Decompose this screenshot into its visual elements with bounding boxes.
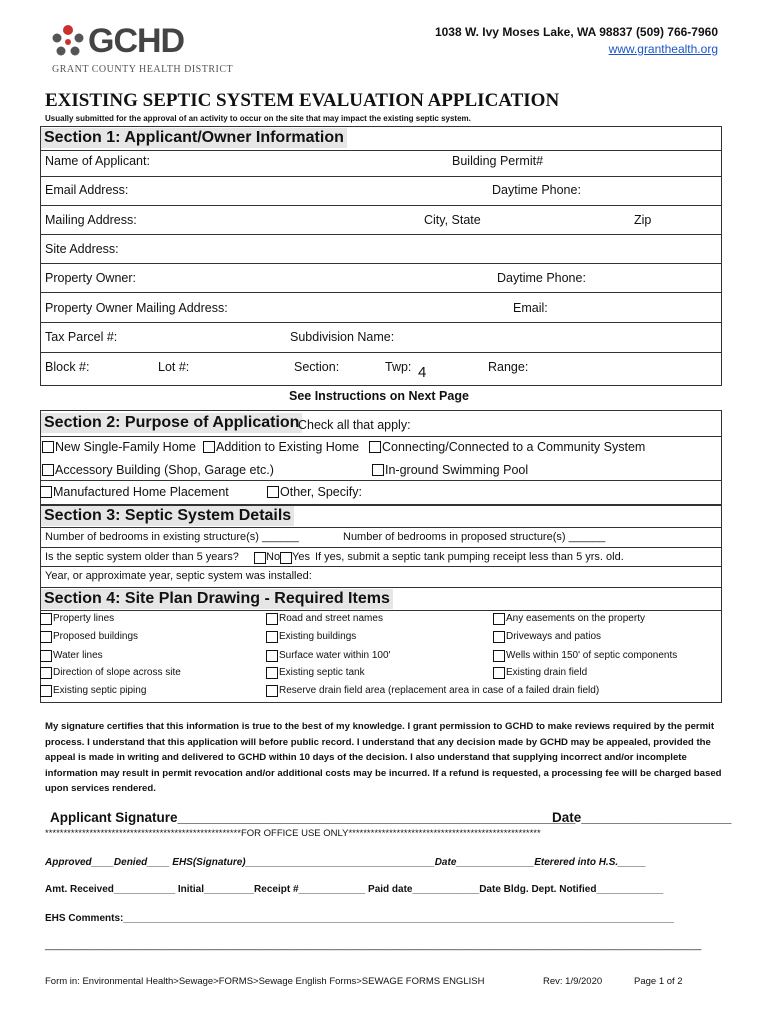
logo-subtitle: GRANT COUNTY HEALTH DISTRICT [52, 64, 234, 75]
instructions-note: See Instructions on Next Page [289, 389, 469, 403]
footer-form-path: Form in: Environmental Health>Sewage>FORMS>Sewage English Forms>SEWAGE FORMS ENGLISH [45, 976, 485, 987]
email-address-label: Email Address: [45, 183, 129, 197]
manufactured-home-checkbox[interactable] [40, 486, 52, 498]
other-label: Other, Specify: [280, 485, 362, 499]
older-no-checkbox[interactable] [254, 552, 266, 564]
other-checkbox[interactable] [267, 486, 279, 498]
comments-blank-line: ______________________________________________________________________________________________________________________ [45, 940, 702, 951]
year-installed-label: Year, or approximate year, septic system was installed: [45, 570, 312, 582]
twp-value[interactable]: 4 [418, 364, 427, 381]
tax-parcel-label: Tax Parcel #: [45, 330, 118, 344]
site-item-checkbox[interactable] [493, 613, 505, 625]
site-item-label: Reserve drain field area (replacement area in case of a failed drain field) [279, 685, 600, 696]
site-item-checkbox[interactable] [493, 650, 505, 662]
pool-label: In-ground Swimming Pool [385, 463, 529, 477]
property-owner-label: Property Owner: [45, 271, 137, 285]
site-item-label: Road and street names [279, 613, 383, 624]
community-system-label: Connecting/Connected to a Community System [382, 440, 646, 454]
site-item-label: Proposed buildings [53, 631, 139, 642]
lot-label: Lot #: [158, 360, 190, 374]
addition-label: Addition to Existing Home [216, 440, 360, 454]
approval-line: Approved____Denied____ EHS(Signature)__________________________________Date______________Eterered into H.S._____ [45, 857, 646, 868]
site-item-label: Existing septic tank [279, 667, 365, 678]
accessory-building-checkbox[interactable] [42, 464, 54, 476]
community-system-checkbox[interactable] [369, 441, 381, 453]
site-item-label: Driveways and patios [506, 631, 602, 642]
site-item-label: Surface water within 100' [279, 650, 391, 661]
if-yes-note: If yes, submit a septic tank pumping receipt less than 5 yrs. old. [315, 551, 624, 563]
daytime-phone-2-label: Daytime Phone: [497, 271, 586, 285]
twp-label: Twp: [385, 360, 412, 374]
older-no-label: No [266, 551, 281, 563]
site-item-checkbox[interactable] [40, 667, 52, 679]
page-title: EXISTING SEPTIC SYSTEM EVALUATION APPLICATION [45, 90, 560, 111]
certification-text: My signature certifies that this information is true to the best of my knowledge. I grant permission to GCHD to make reviews required by the permit process. I understand that this application will before public record. I understand that any decision made by GCHD may be appealed, provided the appeal is made in writing and delivered to GCHD within 10 days of the decision. I also understand that supplying incorrect and/or incomplete information may result in permit revocation and/or additional costs may be incurred. If a refund is requested, a processing fee will be charged based upon services rendered. [45, 721, 722, 794]
site-item-checkbox[interactable] [266, 613, 278, 625]
bedrooms-existing-label: Number of bedrooms in existing structure(s) ______ [45, 531, 299, 543]
check-all-note: Check all that apply: [298, 418, 411, 432]
owner-email-label: Email: [513, 301, 548, 315]
site-item-checkbox[interactable] [493, 667, 505, 679]
site-item-checkbox[interactable] [40, 650, 52, 662]
signature-date-line[interactable]: Date____________________ [552, 810, 732, 825]
site-item-checkbox[interactable] [40, 685, 52, 697]
addition-checkbox[interactable] [203, 441, 215, 453]
site-item-checkbox[interactable] [266, 667, 278, 679]
site-address-label: Site Address: [45, 242, 119, 256]
gchd-logo-icon [50, 24, 86, 60]
site-item-label: Existing septic piping [53, 685, 147, 696]
name-of-applicant-label: Name of Applicant: [45, 154, 150, 168]
bedrooms-proposed-label: Number of bedrooms in proposed structure(s) ______ [343, 531, 606, 543]
mailing-address-label: Mailing Address: [45, 213, 137, 227]
range-label: Range: [488, 360, 529, 374]
zip-label: Zip [634, 213, 652, 227]
site-item-label: Property lines [53, 613, 115, 624]
logo-text: GCHD [88, 22, 185, 60]
applicant-signature-line[interactable]: Applicant Signature_____________________________________________________ [50, 810, 576, 825]
site-item-label: Direction of slope across site [53, 667, 181, 678]
pool-checkbox[interactable] [372, 464, 384, 476]
new-home-checkbox[interactable] [42, 441, 54, 453]
building-permit-label: Building Permit# [452, 154, 544, 168]
site-item-label: Existing buildings [279, 631, 357, 642]
website-link[interactable]: www.granthealth.org [608, 42, 718, 56]
amount-line: Amt. Received___________ Initial_________Receipt #____________ Paid date____________Date Bldg. Dept. Notified____________ [45, 884, 664, 895]
block-label: Block #: [45, 360, 90, 374]
page-subtitle: Usually submitted for the approval of an activity to occur on the site that may impact the existing septic system. [45, 114, 471, 123]
section3-heading: Section 3: Septic System Details [41, 506, 294, 526]
daytime-phone-label: Daytime Phone: [492, 183, 581, 197]
site-item-label: Existing drain field [506, 667, 588, 678]
site-item-checkbox[interactable] [266, 685, 278, 697]
owner-mailing-address-label: Property Owner Mailing Address: [45, 301, 228, 315]
site-item-checkbox[interactable] [266, 631, 278, 643]
section4-heading: Section 4: Site Plan Drawing - Required Items [41, 589, 393, 609]
site-item-checkbox[interactable] [493, 631, 505, 643]
section-label: Section: [294, 360, 340, 374]
site-item-label: Any easements on the property [506, 613, 645, 624]
site-item-label: Wells within 150' of septic components [506, 650, 678, 661]
older-than-label: Is the septic system older than 5 years? [45, 551, 239, 563]
site-item-checkbox[interactable] [266, 650, 278, 662]
accessory-building-label: Accessory Building (Shop, Garage etc.) [55, 463, 274, 477]
site-item-label: Water lines [53, 650, 103, 661]
footer-page-number: Page 1 of 2 [634, 976, 683, 987]
manufactured-home-label: Manufactured Home Placement [53, 485, 229, 499]
site-item-checkbox[interactable] [40, 613, 52, 625]
district-address: 1038 W. Ivy Moses Lake, WA 98837 (509) 766-7960 [434, 25, 718, 39]
city-state-label: City, State [424, 213, 481, 227]
ehs-comments-line: EHS Comments:___________________________________________________________________________________________________ [45, 913, 674, 924]
older-yes-checkbox[interactable] [280, 552, 292, 564]
subdivision-name-label: Subdivision Name: [290, 330, 395, 344]
office-use-divider: *****************************************************FOR OFFICE USE ONLY**************************************************** [45, 828, 541, 839]
gchd-logo [48, 22, 234, 76]
section1-heading: Section 1: Applicant/Owner Information [41, 128, 347, 148]
new-home-label: New Single-Family Home [55, 440, 197, 454]
older-yes-label: Yes [292, 551, 310, 563]
site-item-checkbox[interactable] [40, 631, 52, 643]
section2-heading: Section 2: Purpose of Application [41, 413, 302, 433]
footer-revision: Rev: 1/9/2020 [543, 976, 603, 987]
